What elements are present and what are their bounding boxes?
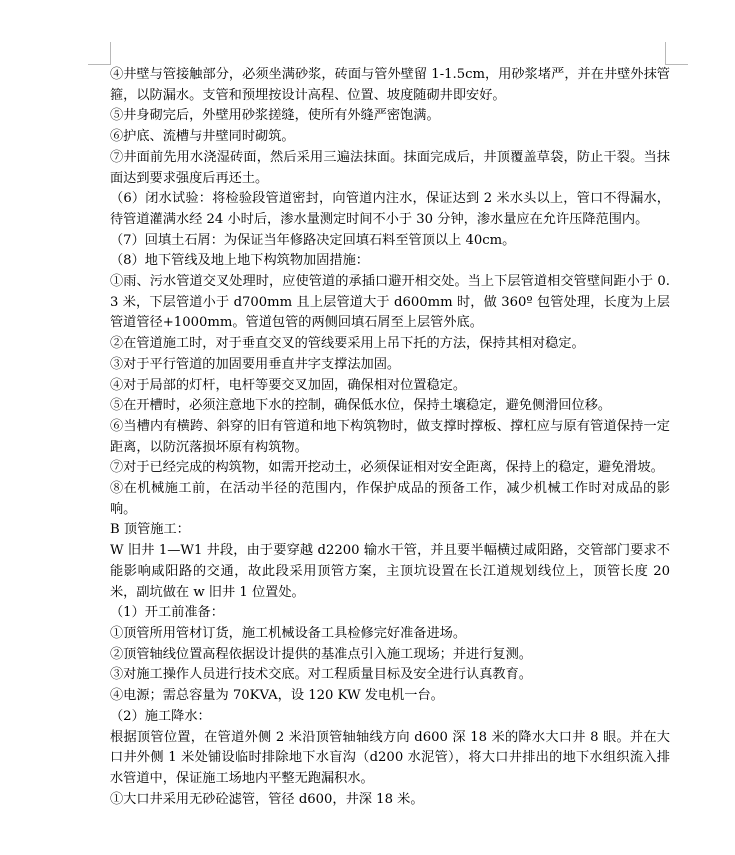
section-heading: （8）地下管线及地上地下构筑物加固措施： [110,253,369,269]
section-heading: （2）施工降水： [110,708,211,724]
paragraph: ④井壁与管接触部分，必须坐满砂浆，砖面与管外壁留 1-1.5cm，用砂浆堵严，并在井壁外抹管箍，以防漏水。支管和预埋按设计高程、位置、坡度随砌井即安好。 [110,67,670,103]
paragraph: ⑥护底、流槽与井壁同时砌筑。 [110,129,295,145]
paragraph: （7）回填土石屑：为保证当年修路决定回填石料至管顶以上 40cm。 [110,232,516,248]
paragraph: ⑧在机械施工前，在活动半径的范围内，作保护成品的预备工作，减少机械工作时对成品的影响。 [110,481,670,517]
paragraph: ③对于平行管道的加固要用垂直井字支撑法加固。 [110,356,401,372]
page-corner-mark-top-left [88,42,111,65]
document-body [110,65,670,810]
paragraph: 根据顶管位置，在管道外侧 2 米沿顶管轴轴线方向 d600 深 18 米的降水大口井 8 眼。并在大口井外侧 1 米处铺设临时排除地下水盲沟（d200 水泥管），将大口井排出的地下水组织流入排水管道中，保证施工场地内平整无跑漏积水。 [110,729,670,786]
paragraph: ⑤在开槽时，必须注意地下水的控制，确保低水位，保持土壤稳定，避免侧滑回位移。 [110,398,612,414]
section-heading: （1）开工前准备： [110,605,224,621]
paragraph: ②在管道施工时，对于垂直交叉的管线要采用上吊下托的方法，保持其相对稳定。 [110,336,585,352]
paragraph: ③对施工操作人员进行技术交底。对工程质量目标及安全进行认真教育。 [110,667,532,683]
page-corner-mark-top-right [665,42,688,65]
paragraph: W 旧井 1—W1 井段，由于要穿越 d2200 输水干管，并且要半幅横过咸阳路，交管部门要求不能影响咸阳路的交通，故此段采用顶管方案，主顶坑设置在长江道规划线位上，顶管长度 20 米，副坑做在 w 旧井 1 位置处。 [110,543,670,600]
paragraph: ①雨、污水管道交叉处理时，应使管道的承插口避开相交处。当上下层管道相交管壁间距小于 0.3 米，下层管道小于 d700mm 且上层管道大于 d600mm 时，做 360º 包管处理，长度为上层管道管径+1000mm。管道包管的两侧回填石屑至上层管外底。 [110,274,670,331]
paragraph: ⑥当槽内有横跨、斜穿的旧有管道和地下构筑物时，做支撑时撑板、撑杠应与原有管道保持一定距离，以防沉落损坏原有构筑物。 [110,418,670,455]
paragraph: ①顶管所用管材订货，施工机械设备工具检修完好准备进场。 [110,625,467,641]
paragraph: ④电源；需总容量为 70KVA，设 120 KW 发电机一台。 [110,688,444,704]
paragraph: ⑦井面前先用水浇湿砖面，然后采用三遍法抹面。抹面完成后，井顶覆盖草袋，防止干裂。当抹面达到要求强度后再还土。 [110,149,670,186]
paragraph: ①大口井采用无砂砼滤管，管径 d600，井深 18 米。 [110,791,424,807]
paragraph: ②顶管轴线位置高程依据设计提供的基准点引入施工现场；并进行复测。 [110,646,532,662]
section-heading: B 顶管施工： [110,522,190,538]
paragraph: （6）闭水试验：将检验段管道密封，向管道内注水，保证达到 2 米水头以上，管口不得漏水，待管道灌满水经 24 小时后，渗水量测定时间不小于 30 分钟，渗水量应在允许压降范围内。 [110,191,670,227]
paragraph: ④对于局部的灯杆，电杆等要交叉加固，确保相对位置稳定。 [110,377,467,393]
paragraph: ⑦对于已经完成的构筑物，如需开挖动土，必须保证相对安全距离，保持上的稳定，避免滑坡。 [110,460,664,476]
paragraph: ⑤井身砌完后，外壁用砂浆搓缝，使所有外缝严密饱满。 [110,108,440,124]
